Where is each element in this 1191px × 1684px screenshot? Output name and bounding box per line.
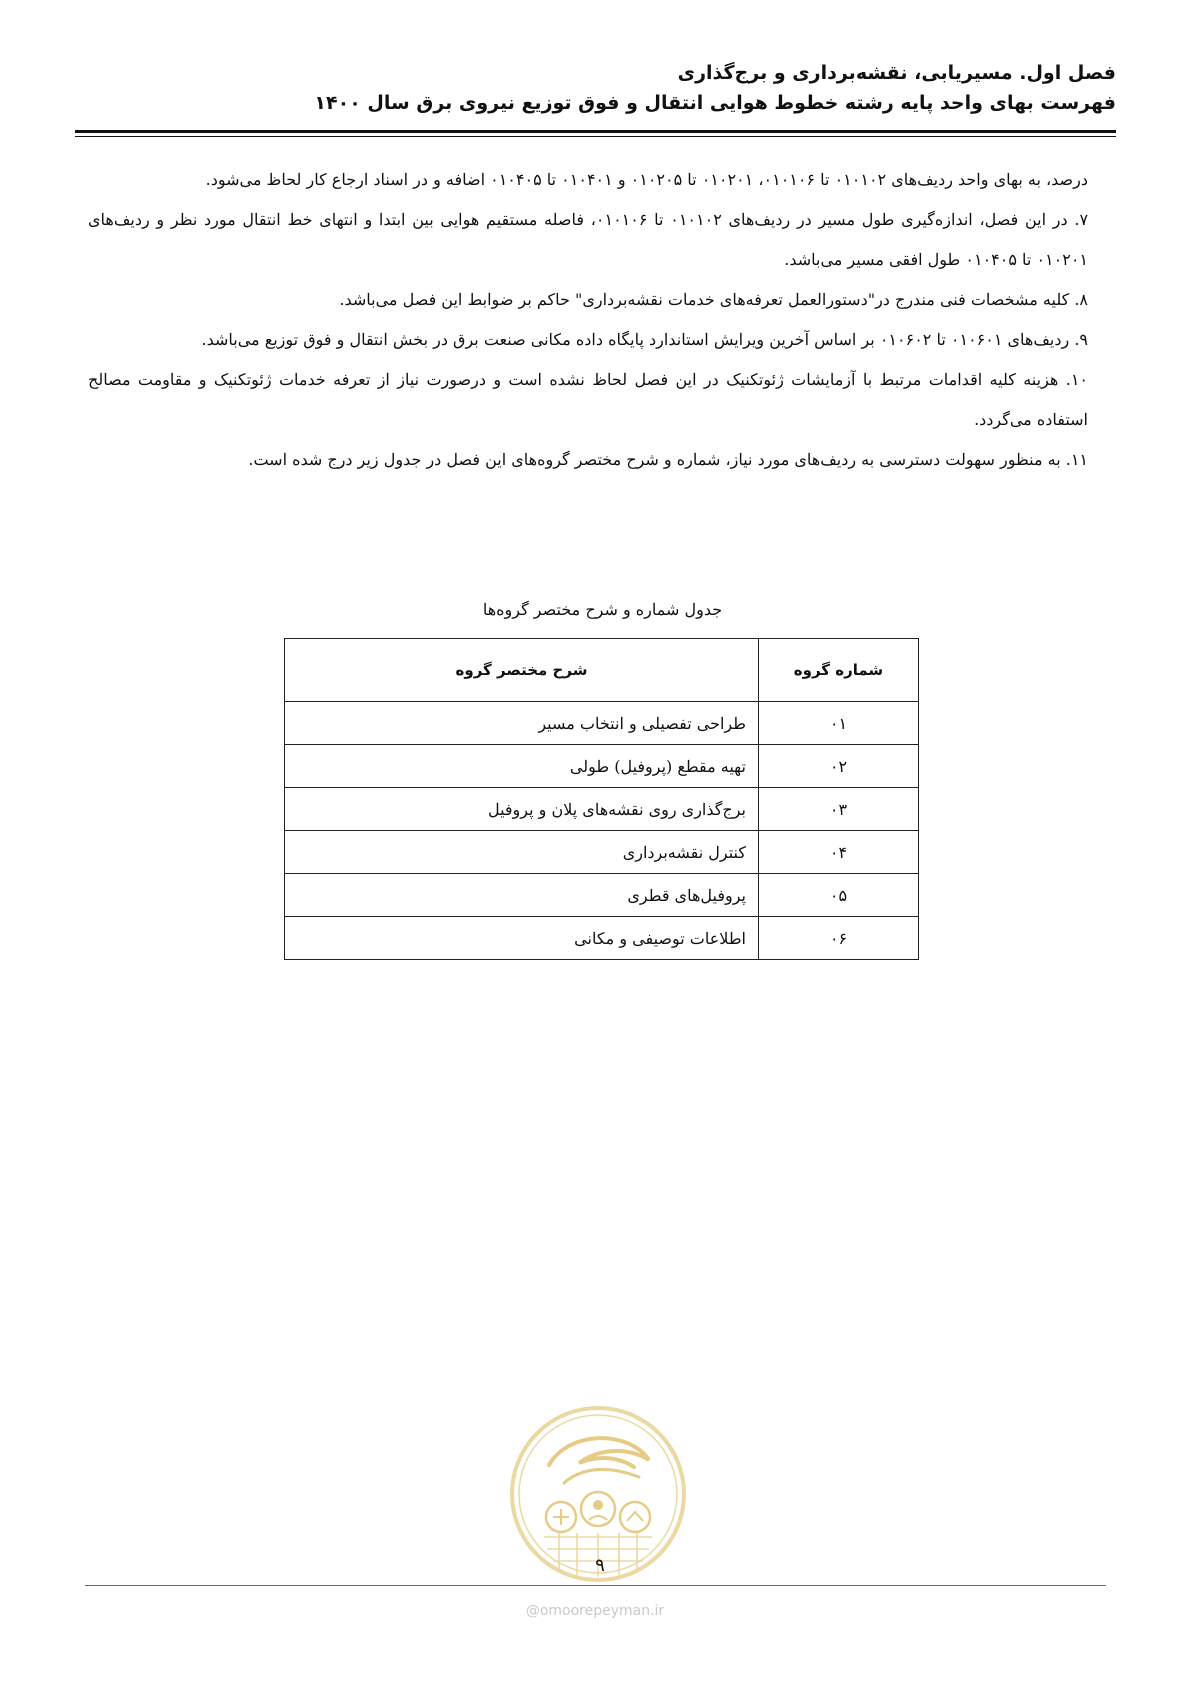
group-number: ۰۱ — [759, 702, 919, 745]
group-number: ۰۶ — [759, 917, 919, 960]
group-description: طراحی تفصیلی و انتخاب مسیر — [285, 702, 759, 745]
table-row — [285, 702, 919, 745]
group-description: تهیه مقطع (پروفیل) طولی — [285, 745, 759, 788]
group-number: ۰۲ — [759, 745, 919, 788]
table-header-row — [285, 639, 919, 702]
group-number: ۰۳ — [759, 788, 919, 831]
groups-table — [284, 638, 919, 960]
page-number: ۹ — [595, 1555, 605, 1576]
header-group-number: شماره گروه — [759, 639, 919, 702]
body-text — [88, 160, 1088, 480]
table-caption: جدول شماره و شرح مختصر گروه‌ها — [482, 600, 723, 619]
paragraph: ۸. کلیه مشخصات فنی مندرج در"دستورالعمل تعرفه‌های خدمات نقشه‌برداری" حاکم بر ضوابط این فصل می‌باشد. — [339, 290, 1088, 309]
chapter-title: فصل اول. مسیریابی، نقشه‌برداری و برج‌گذاری — [677, 62, 1116, 84]
table-row — [285, 917, 919, 960]
paragraph: ۱۰. هزینه کلیه اقدامات مرتبط با آزمایشات ژئوتکنیک در این فصل لحاظ نشده است و درصورت نیاز از تعرفه خدمات ژئوتکنیک و مقاومت مصالح استفاده می‌گردد. — [88, 370, 1088, 429]
group-number: ۰۵ — [759, 874, 919, 917]
group-number: ۰۴ — [759, 831, 919, 874]
table-row — [285, 874, 919, 917]
document-title: فهرست بهای واحد پایه رشته خطوط هوایی انتقال و فوق توزیع نیروی برق سال ۱۴۰۰ — [314, 92, 1116, 114]
table-row — [285, 831, 919, 874]
paragraph: درصد، به بهای واحد ردیف‌های ۰۱۰۱۰۲ تا ۰۱۰۱۰۶، ۰۱۰۲۰۱ تا ۰۱۰۲۰۵ و ۰۱۰۴۰۱ تا ۰۱۰۴۰۵ اضافه و در اسناد ارجاع کار لحاظ می‌شود. — [205, 170, 1088, 189]
group-description: اطلاعات توصیفی و مکانی — [285, 917, 759, 960]
header-group-description: شرح مختصر گروه — [285, 639, 759, 702]
header-rule-thin — [75, 136, 1116, 137]
table-row — [285, 788, 919, 831]
group-description: برج‌گذاری روی نقشه‌های پلان و پروفیل — [285, 788, 759, 831]
paragraph: ۹. ردیف‌های ۰۱۰۶۰۱ تا ۰۱۰۶۰۲ بر اساس آخرین ویرایش استاندارد پایگاه داده مکانی صنعت برق در بخش انتقال و فوق توزیع می‌باشد. — [201, 330, 1088, 349]
table-row — [285, 745, 919, 788]
page-header — [75, 58, 1116, 118]
group-description: کنترل نقشه‌برداری — [285, 831, 759, 874]
watermark-site: @omoorepeyman.ir — [525, 1603, 665, 1619]
paragraph: ۱۱. به منظور سهولت دسترسی به ردیف‌های مورد نیاز، شماره و شرح مختصر گروه‌های این فصل در جدول زیر درج شده است. — [248, 450, 1088, 469]
group-description: پروفیل‌های قطری — [285, 874, 759, 917]
header-rule-thick — [75, 130, 1116, 133]
paragraph: ۷. در این فصل، اندازه‌گیری طول مسیر در ردیف‌های ۰۱۰۱۰۲ تا ۰۱۰۱۰۶، فاصله مستقیم هوایی بین ابتدا و انتهای خط انتقال مورد نظر و ردیف‌های ۰۱۰۲۰۱ تا ۰۱۰۴۰۵ طول افقی مسیر می‌باشد. — [88, 210, 1089, 269]
footer-rule — [85, 1585, 1106, 1586]
